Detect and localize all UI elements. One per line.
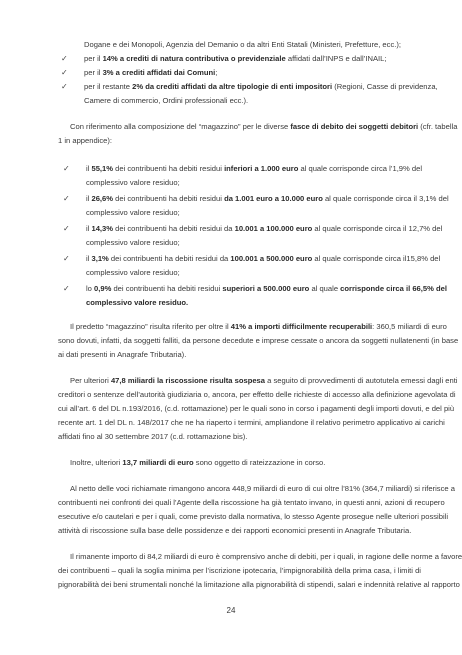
list-continuation: Dogane e dei Monopoli, Agenzia del Demanio o da altri Enti Statali (Ministeri, Prefetture, ecc.); — [84, 40, 401, 49]
paragraph: Al netto delle voci richiamate rimangono ancora 448,9 miliardi di euro di cui oltre l’81% (364,7 miliardi) si riferisce a — [70, 484, 455, 493]
list-item-line: complessivo valore residuo. — [86, 298, 189, 307]
list-item: il 55,1% dei contribuenti ha debiti residui inferiori a 1.000 euro al quale corrisponde circa l’1,9% del — [86, 164, 423, 173]
paragraph: Inoltre, ulteriori 13,7 miliardi di euro sono oggetto di rateizzazione in corso. — [70, 458, 326, 467]
list-item: per il 14% a crediti di natura contributiva o previdenziale affidati dall’INPS e dall’INAIL; — [84, 54, 387, 63]
list-item: per il restante 2% da crediti affidati da altre tipologie di enti impositori (Regioni, Casse di previdenza, — [84, 82, 438, 91]
check-icon: ✓ — [61, 54, 68, 63]
paragraph-line: cui all’art. 6 del DL n.193/2016, (c.d. rottamazione) per le quali sono in corso i pagamenti degli importi dovuti, e del più — [58, 404, 455, 413]
check-icon: ✓ — [63, 194, 70, 203]
list-item-line: complessivo valore residuo; — [86, 268, 180, 277]
paragraph-line: affidati fino al 30 settembre 2017 (c.d. rottamazione bis). — [58, 432, 248, 441]
paragraph-line: dei contribuenti – quali la soglia minima per l’iscrizione ipotecaria, l’impignorabilità della prima casa, i limiti di — [58, 566, 421, 575]
check-icon: ✓ — [63, 164, 70, 173]
paragraph-line: 1 in appendice): — [58, 136, 113, 145]
check-icon: ✓ — [61, 68, 68, 77]
check-icon: ✓ — [61, 82, 68, 91]
paragraph: Con riferimento alla composizione del “magazzino” per le diverse fasce di debito dei soggetti debitori (cfr. tabella — [70, 122, 458, 131]
paragraph-line: contribuenti nei confronti dei quali l’Agente della riscossione ha già tentato invano, in questi anni, azioni di recupero — [58, 498, 445, 507]
paragraph: Il predetto “magazzino” risulta riferito per oltre il 41% a importi difficilmente recuperabili: 360,5 miliardi di euro — [70, 322, 447, 331]
list-item: il 26,6% dei contribuenti ha debiti residui da 1.001 euro a 10.000 euro al quale corrisponde circa il 3,1% del — [86, 194, 449, 203]
paragraph-line: creditori o sentenze dell’autorità giudiziaria o, ancora, per effetto delle richieste di accesso alla definizione agevolata di — [58, 390, 456, 399]
page-number: 24 — [226, 606, 236, 615]
list-item: il 14,3% dei contribuenti ha debiti residui da 10.001 a 100.000 euro al quale corrisponde circa il 12,7% del — [86, 224, 443, 233]
list-item: lo 0,9% dei contribuenti ha debiti residui superiori a 500.000 euro al quale corrisponde circa il 66,5% del — [86, 284, 447, 293]
paragraph-line: recente art. 1 del DL n. 148/2017 che ne ha riaperto i termini, ampliandone il relativo perimetro applicativo ai carichi — [58, 418, 445, 427]
list-item: il 3,1% dei contribuenti ha debiti residui da 100.001 a 500.000 euro al quale corrisponde circa il15,8% del — [86, 254, 441, 263]
paragraph-line: ai dati presenti in Anagrafe Tributaria). — [58, 350, 187, 359]
paragraph-line: esecutive e/o cautelari e per i quali, come previsto dalla normativa, lo stesso Agente prosegue nelle ulteriori possibili — [58, 512, 449, 521]
list-item-line: complessivo valore residuo; — [86, 238, 180, 247]
paragraph: Il rimanente importo di 84,2 miliardi di euro è comprensivo anche di debiti, per i quali, in ragione delle norme a favore — [70, 552, 462, 561]
list-item-line: complessivo valore residuo; — [86, 208, 180, 217]
list-item: per il 3% a crediti affidati dai Comuni; — [84, 68, 218, 77]
check-icon: ✓ — [63, 224, 70, 233]
paragraph: Per ulteriori 47,8 miliardi la riscossione risulta sospesa a seguito di provvedimenti di autotutela emessi dagli enti — [70, 376, 458, 385]
paragraph-line: attività di riscossione sulla base delle possidenze e dei rapporti economici presenti in Anagrafe Tributaria. — [58, 526, 412, 535]
list-item-line: Camere di commercio, Ordini professionali ecc.). — [84, 96, 249, 105]
check-icon: ✓ — [63, 254, 70, 263]
paragraph-line: pignorabilità dei beni strumentali nonché la limitazione alla pignorabilità di stipendi, salari e indennità relative al rapporto — [58, 580, 460, 589]
check-icon: ✓ — [63, 284, 70, 293]
list-item-line: complessivo valore residuo; — [86, 178, 180, 187]
paragraph-line: sono dovuti, infatti, da soggetti falliti, da persone decedute e imprese cessate o ancora da soggetti nullatenenti (in base — [58, 336, 459, 345]
